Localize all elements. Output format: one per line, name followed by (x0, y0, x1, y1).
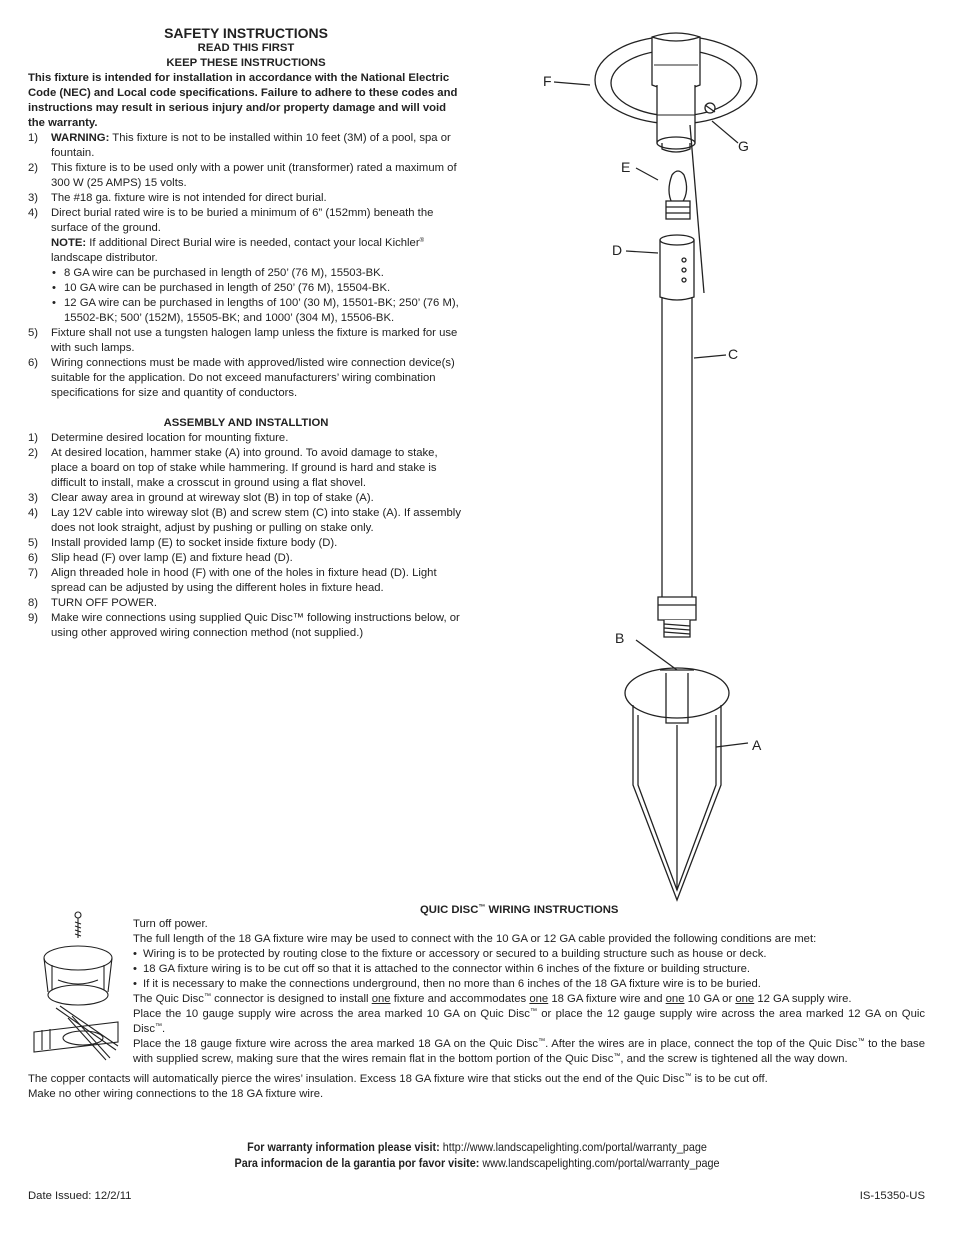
date-issued: Date Issued: 12/2/11 (28, 1190, 132, 1202)
assembly-step: 3) Clear away area in ground at wireway slot (B) in top of stake (A). (28, 492, 374, 504)
document-code: IS-15350-US (859, 1190, 925, 1202)
quic-disc-body (133, 917, 925, 1067)
assembly-step: 5) Install provided lamp (E) to socket inside fixture body (D). (28, 537, 338, 549)
quic-closing (28, 1072, 928, 1102)
quic-bullet: • Wiring is to be protected by routing close to the fixture or accessory or secured to a building structure such as house or deck. (133, 948, 767, 960)
label-a: A (752, 737, 762, 753)
fixture-diagram (540, 25, 790, 905)
safety-note: NOTE: If additional Direct Burial wire is needed, contact your local Kichler® landscape distributor. (51, 237, 424, 264)
wire-bullet: • 8 GA wire can be purchased in length of 250’ (76 M), 15503-BK. (52, 267, 384, 279)
quic-paragraph: Place the 10 gauge supply wire across the area marked 10 GA on Quic Disc™ or place the 12 gauge supply wire across the area marked 12 GA on Quic Disc™. (133, 1008, 926, 1035)
warranty-url-es[interactable]: www.landscapelighting.com/portal/warranty_page (479, 1156, 720, 1170)
safety-title: SAFETY INSTRUCTIONS (164, 25, 328, 41)
label-b: B (615, 630, 625, 646)
safety-item: 2) This fixture is to be used only with a power unit (transformer) rated a maximum of 300 W (25 AMPS) 15 volts. (28, 162, 457, 189)
assembly-step: 6) Slip head (F) over lamp (E) and fixture head (D). (28, 552, 293, 564)
quic-bullet: • If it is necessary to make the connections underground, then no more than 6 inches of the 18 GA fixture wire is to be buried. (133, 978, 761, 990)
quic-disc-illustration (28, 910, 128, 1075)
wire-bullet: • 12 GA wire can be purchased in lengths of 100’ (30 M), 15501-BK; 250’ (76 M), 15502-BK; 500’ (152M), 15505-BK; and 1000’ (304 M), 15506-BK. (52, 297, 459, 324)
quic-paragraph: The copper contacts will automatically pierce the wires’ insulation. Excess 18 GA fixture wire that sticks out the end of the Quic Disc™ is to be cut off. (28, 1073, 768, 1085)
label-g: G (738, 138, 749, 154)
quic-paragraph: The Quic Disc™ connector is designed to install one fixture and accommodates one 18 GA fixture wire and one 10 GA or one 12 GA supply wire. (133, 993, 852, 1005)
assembly-step: 1) Determine desired location for mounting fixture. (28, 432, 289, 444)
label-f: F (543, 73, 552, 89)
safety-intro: This fixture is intended for installation in accordance with the National Electric Code (NEC) and Local code specifications. Failure to adhere to these codes and instructions may result in serious injury and/or property damage and will void the warranty. (28, 72, 458, 129)
quic-bullet: • 18 GA fixture wiring is to be cut off so that it is attached to the connector within 6 inches of the fixture or building structure. (133, 963, 751, 975)
quic-paragraph: Make no other wiring connections to the 18 GA fixture wire. (28, 1088, 324, 1100)
assembly-step: 4) Lay 12V cable into wireway slot (B) and screw stem (C) into stake (A). If assembly does not look straight, adjust by pushing or pulling on stake only. (28, 507, 461, 534)
safety-subtitle-keep: KEEP THESE INSTRUCTIONS (166, 57, 326, 69)
warranty-english: For warranty information please visit: http://www.landscapelighting.com/portal/warranty_page (247, 1140, 707, 1154)
assembly-title: ASSEMBLY AND INSTALLTION (163, 417, 329, 429)
assembly-step: 2) At desired location, hammer stake (A) into ground. To avoid damage to stake, place a board on top of stake while hammering. If ground is hard and stake is difficult to install, make a crosscut in ground using a flat shovel. (28, 447, 438, 489)
assembly-step: 9) Make wire connections using supplied Quic Disc™ following instructions below, or using other approved wiring connection method (not supplied.) (28, 612, 460, 639)
assembly-step: 8) TURN OFF POWER. (28, 597, 158, 609)
label-c: C (728, 346, 739, 362)
warranty-spanish: Para informacion de la garantia por favor visite: www.landscapelighting.com/portal/warranty_page (234, 1156, 720, 1170)
quic-line: The full length of the 18 GA fixture wire may be used to connect with the 10 GA or 12 GA cable provided the following conditions are met: (133, 933, 817, 945)
warranty-section (0, 1139, 954, 1171)
label-d: D (612, 242, 623, 258)
wire-bullet: • 10 GA wire can be purchased in length of 250’ (76 M), 15504-BK. (52, 282, 391, 294)
quic-disc-title: QUIC DISC™ WIRING INSTRUCTIONS (420, 904, 619, 916)
safety-item: 4) Direct burial rated wire is to be buried a minimum of 6” (152mm) beneath the surface of the ground. (28, 207, 434, 234)
safety-item: 3) The #18 ga. fixture wire is not intended for direct burial. (28, 192, 327, 204)
safety-subtitle-read: READ THIS FIRST (197, 42, 295, 54)
warranty-url-en[interactable]: http://www.landscapelighting.com/portal/warranty_page (439, 1140, 707, 1154)
quic-paragraph: Place the 18 gauge fixture wire across the area marked 18 GA on the Quic Disc™. After the wires are in place, connect the top of the Quic Disc™ to the base with supplied screw, making sure that the wires remain flat in the bottom portion of the Quic Disc™, and the screw is tightened all the way down. (133, 1038, 925, 1065)
safety-item: 5) Fixture shall not use a tungsten halogen lamp unless the fixture is marked for use with such lamps. (28, 327, 458, 354)
safety-section (28, 26, 464, 641)
quic-line: Turn off power. (133, 918, 208, 930)
label-e: E (621, 159, 631, 175)
assembly-step: 7) Align threaded hole in hood (F) with one of the holes in fixture head (D). Light spread can be adjusted by using the different holes in fixture head. (28, 567, 437, 594)
safety-item: 6) Wiring connections must be made with approved/listed wire connection device(s) suitable for the application. Do not exceed manufacturers’ wiring combination specifications for size and quantity of conductors. (28, 357, 455, 399)
safety-item: 1) WARNING: This fixture is not to be installed within 10 feet (3M) of a pool, spa or fountain. (28, 132, 451, 159)
